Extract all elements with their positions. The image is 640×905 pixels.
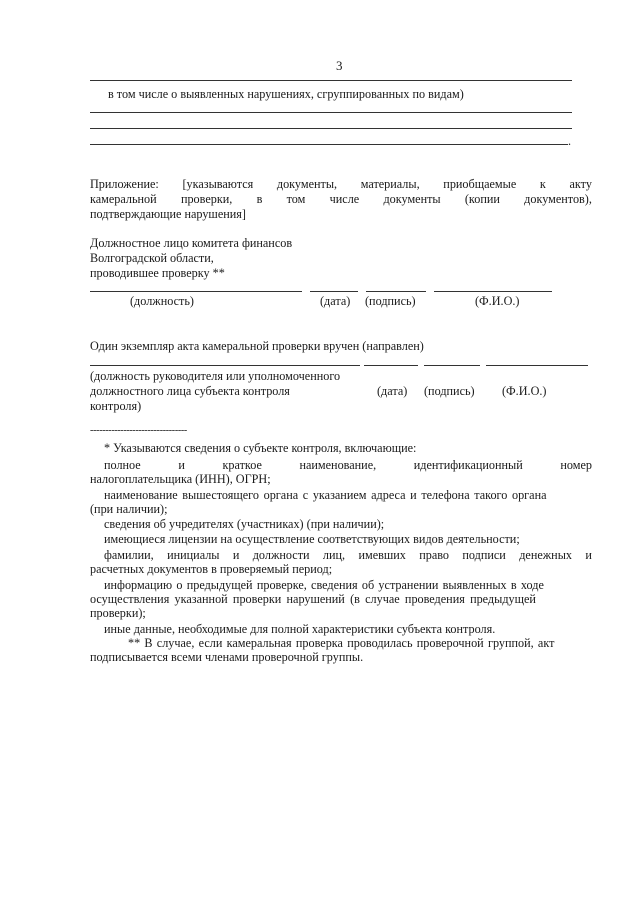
violations-text: в том числе о выявленных нарушениях, сгруппированных по видам) (108, 87, 464, 101)
footnote-item-1-line-2: налогоплательщика (ИНН), ОГРН; (90, 472, 271, 486)
appendix-word: (копии (464, 192, 500, 206)
date-label: (дата) (320, 294, 351, 308)
appendix-line-3: подтверждающие нарушения] (90, 207, 246, 221)
footnote-word: полное (104, 458, 141, 472)
position-line (90, 291, 302, 292)
appendix-word: том (286, 192, 306, 206)
footnote-word: и (585, 548, 592, 562)
period-mark: . (568, 134, 572, 148)
fio-line (486, 365, 588, 366)
appendix-word: проверки, (180, 192, 233, 206)
appendix-word: приобщаемые (443, 177, 517, 191)
appendix-word: документы, (276, 177, 338, 191)
appendix-word: к (539, 177, 546, 191)
footnote-star-intro: * Указываются сведения о субъекте контроля, включающие: (104, 441, 417, 455)
footnote-word: и (232, 548, 240, 562)
fio-line (434, 291, 552, 292)
signature-label: (подпись) (365, 294, 416, 308)
appendix-word: [указываются (182, 177, 254, 191)
footnote-item-6-line-3: проверки); (90, 606, 146, 620)
footnote-item-1-line-1 (104, 458, 592, 472)
recipient-label-1: (должность руководителя или уполномоченного (90, 369, 341, 383)
recipient-label-2: должностного лица субъекта контроля (90, 384, 290, 398)
footnote-word: фамилии, (104, 548, 154, 562)
blank-line (90, 128, 572, 129)
fio-label: (Ф.И.О.) (475, 294, 520, 308)
footnote-item-5-line-1 (104, 548, 592, 562)
blank-line (90, 112, 572, 113)
fio-label: (Ф.И.О.) (502, 384, 547, 398)
appendix-word: камеральной (90, 192, 157, 206)
appendix-word: в (256, 192, 263, 206)
position-label: (должность) (130, 294, 194, 308)
footnote-word: краткое (222, 458, 262, 472)
appendix-word: документы (383, 192, 441, 206)
signature-label: (подпись) (424, 384, 475, 398)
date-line (310, 291, 358, 292)
appendix-word: материалы, (360, 177, 420, 191)
blank-line (90, 144, 568, 145)
blank-line (90, 80, 572, 81)
footnote-word: право (419, 548, 450, 562)
appendix-word: документов), (524, 192, 592, 206)
footnote-word: подписи (462, 548, 506, 562)
footnote-item-2-line-1: наименование вышестоящего органа с указанием адреса и телефона такого органа (104, 488, 547, 502)
footnote-item-6-line-2: осуществления указанной проверки нарушений (в случае проведения предыдущей (90, 592, 536, 606)
recipient-label-3: контроля) (90, 399, 142, 413)
signature-line (424, 365, 480, 366)
footnote-word: идентификационный (413, 458, 523, 472)
footnote-item-5-line-2: расчетных документов в проверяемый период; (90, 562, 333, 576)
footnote-double-star-line-2: подписывается всеми членами проверочной группы. (90, 650, 364, 664)
appendix-line-1 (90, 177, 592, 191)
footnote-word: инициалы (167, 548, 220, 562)
footnote-word: денежных (519, 548, 572, 562)
official-line-1: Должностное лицо комитета финансов (90, 236, 293, 250)
footnote-item-2-line-2: (при наличии); (90, 502, 168, 516)
appendix-line-2 (90, 192, 592, 206)
footnote-double-star-line-1: ** В случае, если камеральная проверка проводилась проверочной группой, акт (128, 636, 555, 650)
footnote-word: должности (252, 548, 310, 562)
footnote-item-7: иные данные, необходимые для полной характеристики субъекта контроля. (104, 622, 496, 636)
footnote-item-6-line-1: информацию о предыдущей проверке, сведения об устранении выявленных в ходе (104, 578, 544, 592)
date-label: (дата) (377, 384, 408, 398)
recipient-line (90, 365, 360, 366)
footnote-separator: -------------------------------- (90, 425, 187, 436)
footnote-word: наименование, (299, 458, 377, 472)
date-line (364, 365, 418, 366)
appendix-word: числе (329, 192, 360, 206)
delivered-text: Один экземпляр акта камеральной проверки вручен (направлен) (90, 339, 424, 353)
footnote-word: и (178, 458, 185, 472)
footnote-word: номер (560, 458, 592, 472)
footnote-word: лиц, (322, 548, 346, 562)
official-line-2: Волгоградской области, (90, 251, 214, 265)
page-number: 3 (336, 58, 343, 73)
appendix-word: акту (569, 177, 592, 191)
appendix-word: Приложение: (90, 177, 159, 191)
footnote-word: имевших (358, 548, 406, 562)
footnote-item-4: имеющиеся лицензии на осуществление соответствующих видов деятельности; (104, 532, 520, 546)
official-line-3: проводившее проверку ** (90, 266, 225, 280)
signature-line (366, 291, 426, 292)
footnote-item-3: сведения об учредителях (участниках) (при наличии); (104, 517, 385, 531)
